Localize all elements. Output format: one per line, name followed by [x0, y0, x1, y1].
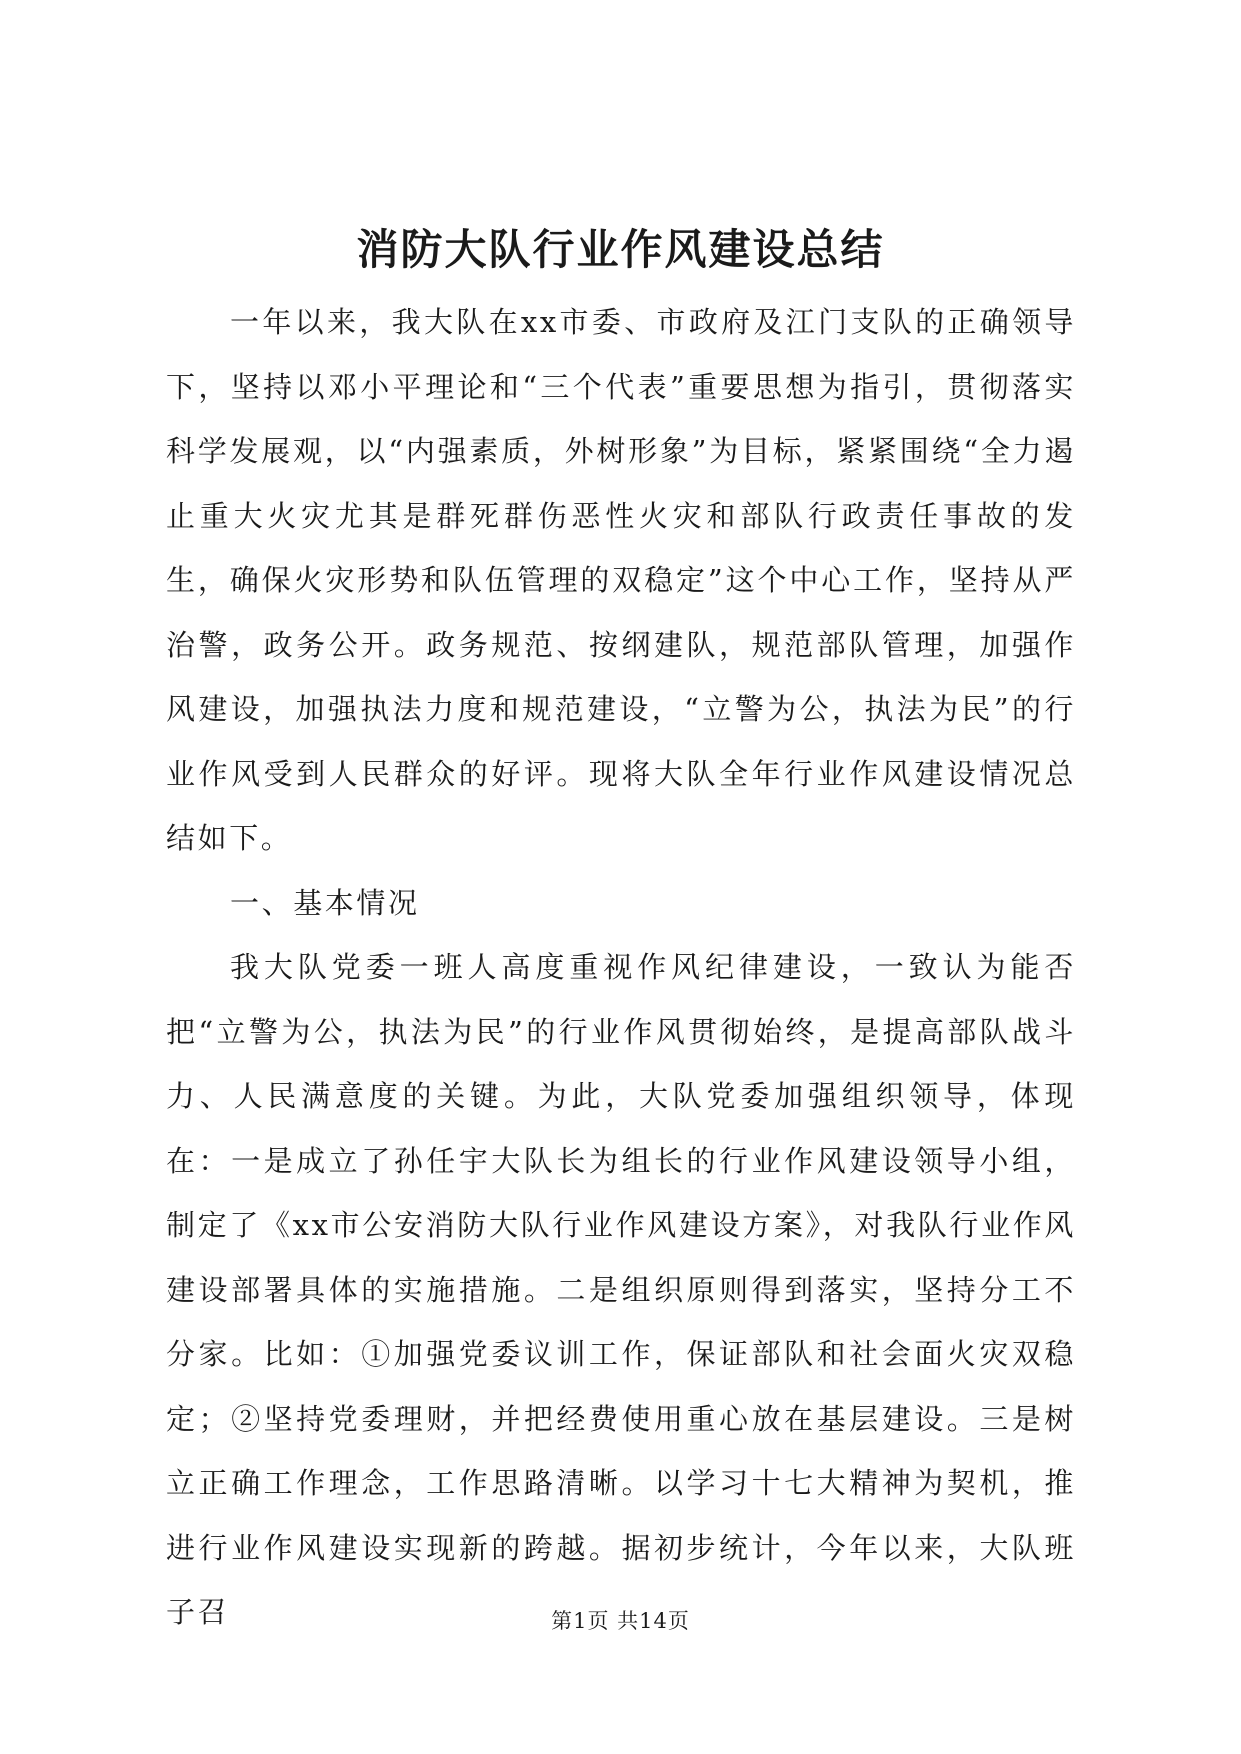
document-title: 消防大队行业作风建设总结 [356, 225, 885, 274]
page-footer: 第1页 共14页 [551, 1609, 690, 1633]
section-heading: 一、基本情况 [230, 885, 420, 920]
body-paragraph: 我大队党委一班人高度重视作风纪律建设，一致认为能否把“立警为公，执法为民”的行业作风贯彻始终，是提高部队战斗力、人民满意度的关键。为此，大队党委加强组织领导，体现在：一是成立了孙任宇大队长为组长的行业作风建设领导小组，制定了《xx市公安消防大队行业作风建设方案》，对我队行业作风建设部署具体的实施措施。二是组织原则得到落实，坚持分工不分家。比如：①加强党委议训工作，保证部队和社会面火灾双稳定；②坚持党委理财，并把经费使用重心放在基层建设。三是树立正确工作理念，工作思路清晰。以学习十七大精神为契机，推进行业作风建设实现新的跨越。据初步统计，今年以来，大队班子召 [166, 950, 1076, 1629]
intro-paragraph: 一年以来，我大队在xx市委、市政府及江门支队的正确领导下，坚持以邓小平理论和“三个代表”重要思想为指引，贯彻落实科学发展观，以“内强素质，外树形象”为目标，紧紧围绕“全力遏止重大火灾尤其是群死群伤恶性火灾和部队行政责任事故的发生，确保火灾形势和队伍管理的双稳定”这个中心工作，坚持从严治警，政务公开。政务规范、按纲建队，规范部队管理，加强作风建设，加强执法力度和规范建设，“立警为公，执法为民”的行业作风受到人民群众的好评。现将大队全年行业作风建设情况总结如下。 [166, 305, 1076, 855]
document-body [166, 290, 1076, 1645]
